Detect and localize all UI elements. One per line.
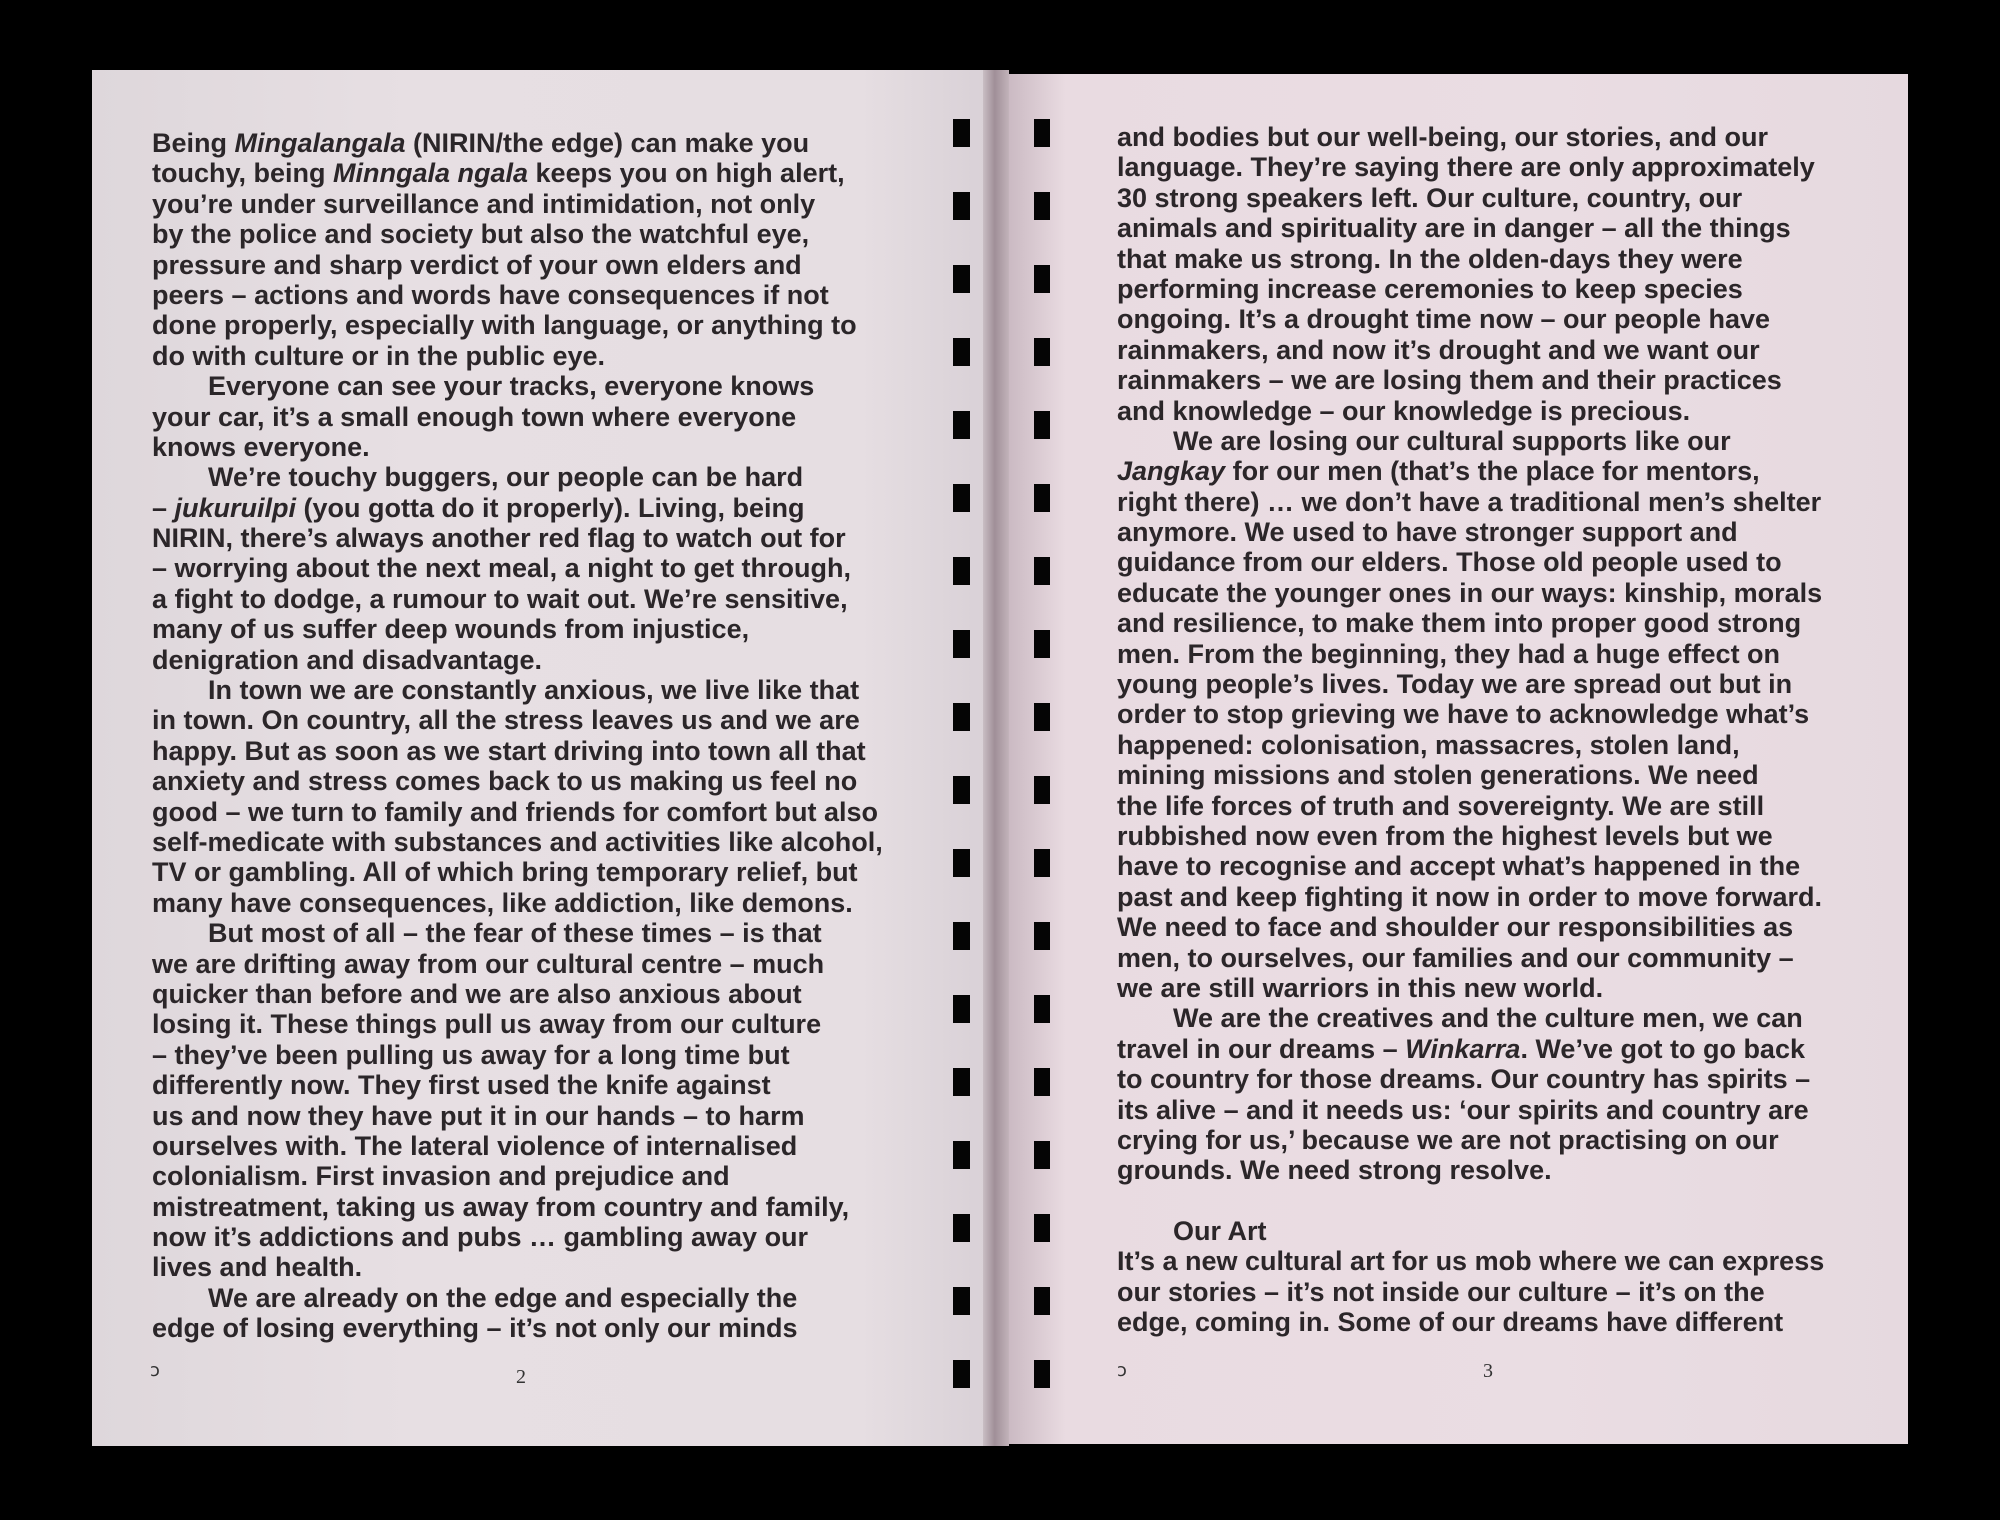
italic-term: Jangkay <box>1117 456 1226 487</box>
binding-hole-left <box>953 265 970 293</box>
text-line <box>1117 244 1877 274</box>
text-run: now it’s addictions and pubs … gambling away our <box>152 1222 809 1253</box>
text-run: do with culture or in the public eye. <box>152 340 606 371</box>
text-run: grounds. We need strong resolve. <box>1117 1155 1552 1186</box>
binding-hole-right <box>1034 557 1050 585</box>
text-line <box>152 219 912 249</box>
binding-hole-right <box>1034 1068 1050 1096</box>
text-run: – <box>152 492 175 523</box>
text-run: happy. But as soon as we start driving into town all that <box>152 735 866 766</box>
text-run: performing increase ceremonies to keep species <box>1117 273 1743 304</box>
text-run: by the police and society but also the watchful eye, <box>152 219 810 250</box>
text-run: But most of all – the fear of these times – is that <box>208 918 822 949</box>
text-run: happened: colonisation, massacres, stolen land, <box>1117 729 1740 760</box>
text-line <box>1117 122 1877 152</box>
text-line <box>1117 1277 1877 1307</box>
text-run: animals and spirituality are in danger – all the things <box>1117 213 1791 244</box>
text-line <box>152 432 912 462</box>
text-run: quicker than before and we are also anxious about <box>152 978 802 1009</box>
text-run: and resilience, to make them into proper good strong <box>1117 608 1802 639</box>
text-run: edge of losing everything – it’s not only our minds <box>152 1313 798 1344</box>
binding-hole-right <box>1034 776 1050 804</box>
text-run: rainmakers – we are losing them and their practices <box>1117 365 1782 396</box>
text-run: to country for those dreams. Our country has spirits – <box>1117 1064 1811 1095</box>
binding-hole-left <box>953 849 970 877</box>
text-run: order to stop grieving we have to acknowledge what’s <box>1117 699 1810 730</box>
binding-hole-right <box>1034 1214 1050 1242</box>
binding-hole-right <box>1034 265 1050 293</box>
book-spine <box>983 70 1009 1446</box>
text-run: right there) … we don’t have a traditional men’s shelter <box>1117 486 1822 517</box>
text-line <box>152 1252 912 1282</box>
text-line <box>152 1040 912 1070</box>
text-run: young people’s lives. Today we are spread out but in <box>1117 669 1793 700</box>
text-run: a fight to dodge, a rumour to wait out. We’re sensitive, <box>152 583 848 614</box>
right-page-text <box>1117 122 1877 1338</box>
text-line <box>1117 1155 1877 1185</box>
text-line <box>1117 791 1877 821</box>
text-line <box>152 888 912 918</box>
italic-term: Minngala ngala <box>333 158 529 189</box>
binding-hole-left <box>953 119 970 147</box>
text-line <box>1117 912 1877 942</box>
text-line <box>152 766 912 796</box>
text-line <box>1117 1246 1877 1276</box>
text-line <box>152 158 912 188</box>
text-run: travel in our dreams – <box>1117 1033 1406 1064</box>
text-line <box>152 523 912 553</box>
text-run: knows everyone. <box>152 431 370 462</box>
text-run: colonialism. First invasion and prejudice and <box>152 1161 730 1192</box>
text-run: pressure and sharp verdict of your own elders and <box>152 249 802 280</box>
text-run: lives and health. <box>152 1252 363 1283</box>
text-line <box>1117 821 1877 851</box>
text-run: our stories – it’s not inside our culture – it’s on the <box>1117 1276 1765 1307</box>
left-page-number: 2 <box>516 1366 526 1388</box>
text-run: for our men (that’s the place for mentors, <box>1225 456 1760 487</box>
text-line <box>1117 365 1877 395</box>
text-run: and knowledge – our knowledge is precious. <box>1117 395 1691 426</box>
text-line <box>1117 943 1877 973</box>
text-line <box>152 584 912 614</box>
text-run: done properly, especially with language, or anything to <box>152 310 857 341</box>
text-run: its alive – and it needs us: ‘our spirits and country are <box>1117 1094 1809 1125</box>
text-line <box>1117 426 1877 456</box>
text-line <box>152 189 912 219</box>
binding-hole-right <box>1034 484 1050 512</box>
text-line <box>152 553 912 583</box>
text-line <box>152 1283 912 1313</box>
binding-hole-left <box>953 192 970 220</box>
right-corner-mark: ↄ <box>1117 1360 1127 1381</box>
text-line <box>1117 699 1877 729</box>
text-line <box>1117 973 1877 1003</box>
binding-hole-left <box>953 1287 970 1315</box>
binding-hole-right <box>1034 1287 1050 1315</box>
binding-hole-left <box>953 703 970 731</box>
text-run: past and keep fighting it now in order to move forward. <box>1117 881 1823 912</box>
text-line <box>152 645 912 675</box>
text-line <box>152 371 912 401</box>
text-run: anxiety and stress comes back to us making us feel no <box>152 766 858 797</box>
text-run: many of us suffer deep wounds from injustice, <box>152 614 750 645</box>
binding-hole-right <box>1034 995 1050 1023</box>
text-run: us and now they have put it in our hands – to harm <box>152 1100 805 1131</box>
text-line <box>1117 1003 1877 1033</box>
text-line <box>152 949 912 979</box>
text-line <box>152 736 912 766</box>
text-run: 30 strong speakers left. Our culture, country, our <box>1117 182 1743 213</box>
text-run: ourselves with. The lateral violence of internalised <box>152 1130 798 1161</box>
text-run: men. From the beginning, they had a huge effect on <box>1117 638 1781 669</box>
text-line <box>152 493 912 523</box>
text-line <box>152 1101 912 1131</box>
binding-hole-right <box>1034 922 1050 950</box>
text-run: men, to ourselves, our families and our community – <box>1117 942 1794 973</box>
text-run: We are already on the edge and especially the <box>208 1282 798 1313</box>
text-line <box>152 1131 912 1161</box>
italic-term: jukuruilpi <box>174 492 297 523</box>
binding-hole-right <box>1034 338 1050 366</box>
binding-hole-right <box>1034 1360 1050 1388</box>
text-run: the life forces of truth and sovereignty. We are still <box>1117 790 1765 821</box>
binding-hole-left <box>953 1214 970 1242</box>
binding-hole-right <box>1034 192 1050 220</box>
text-run: We are losing our cultural supports like our <box>1173 425 1731 456</box>
text-run: – they’ve been pulling us away for a long time but <box>152 1039 790 1070</box>
text-line <box>152 1161 912 1191</box>
text-run: mining missions and stolen generations. We need <box>1117 760 1759 791</box>
text-line <box>1117 183 1877 213</box>
binding-hole-right <box>1034 703 1050 731</box>
binding-hole-left <box>953 630 970 658</box>
text-run: crying for us,’ because we are not practising on our <box>1117 1124 1779 1155</box>
text-line <box>1117 760 1877 790</box>
italic-term: Mingalangala <box>234 128 406 158</box>
text-line <box>152 918 912 948</box>
text-run: language. They’re saying there are only approximately <box>1117 152 1815 183</box>
binding-hole-right <box>1034 1141 1050 1169</box>
text-line <box>1117 1095 1877 1125</box>
binding-hole-right <box>1034 119 1050 147</box>
left-corner-mark: ↄ <box>150 1360 160 1381</box>
binding-hole-left <box>953 995 970 1023</box>
text-run: losing it. These things pull us away from our culture <box>152 1009 822 1040</box>
text-run: we are still warriors in this new world. <box>1117 972 1604 1003</box>
text-line <box>1117 304 1877 334</box>
binding-hole-left <box>953 1360 970 1388</box>
italic-term: Winkarra <box>1405 1033 1521 1064</box>
text-run: self-medicate with substances and activities like alcohol, <box>152 826 883 857</box>
text-run: differently now. They first used the knife against <box>152 1070 771 1101</box>
text-line <box>152 1222 912 1252</box>
text-run: ongoing. It’s a drought time now – our people have <box>1117 304 1771 335</box>
text-line <box>1117 547 1877 577</box>
text-run: in town. On country, all the stress leaves us and we are <box>152 705 860 736</box>
text-run: . We’ve got to go back <box>1520 1033 1805 1064</box>
binding-hole-left <box>953 411 970 439</box>
text-line <box>152 705 912 735</box>
text-line <box>1117 517 1877 547</box>
text-line <box>1117 578 1877 608</box>
text-run: We are the creatives and the culture men, we can <box>1173 1003 1803 1034</box>
text-line <box>152 341 912 371</box>
text-line <box>152 827 912 857</box>
binding-hole-left <box>953 1068 970 1096</box>
text-run: good – we turn to family and friends for comfort but also <box>152 796 879 827</box>
text-line <box>1117 639 1877 669</box>
text-line <box>152 979 912 1009</box>
text-line <box>1117 335 1877 365</box>
text-line <box>1117 669 1877 699</box>
text-line <box>1117 1216 1877 1246</box>
text-run: mistreatment, taking us away from country and family, <box>152 1191 850 1222</box>
binding-hole-right <box>1034 411 1050 439</box>
text-run: you’re under surveillance and intimidation, not only <box>152 188 816 219</box>
text-run: We need to face and shoulder our responsibilities as <box>1117 912 1794 943</box>
text-line <box>1117 1186 1877 1216</box>
right-page-number: 3 <box>1483 1360 1493 1382</box>
text-line <box>152 1313 912 1343</box>
text-run: – worrying about the next meal, a night to get through, <box>152 553 852 584</box>
text-run: your car, it’s a small enough town where everyone <box>152 401 797 432</box>
text-line <box>152 402 912 432</box>
text-run: that make us strong. In the olden-days they were <box>1117 243 1743 274</box>
text-line <box>152 614 912 644</box>
text-line <box>1117 456 1877 486</box>
text-line <box>1117 1064 1877 1094</box>
text-line <box>1117 882 1877 912</box>
text-run: (you gotta do it properly). Living, being <box>296 492 805 523</box>
text-line <box>152 1192 912 1222</box>
text-line <box>1117 487 1877 517</box>
text-line <box>152 462 912 492</box>
text-line <box>1117 730 1877 760</box>
text-run: many have consequences, like addiction, like demons. <box>152 887 853 918</box>
text-line <box>152 280 912 310</box>
text-run: rubbished now even from the highest levels but we <box>1117 820 1773 851</box>
text-line <box>152 250 912 280</box>
left-page-text <box>152 128 912 1344</box>
text-line <box>152 797 912 827</box>
text-run: peers – actions and words have consequences if not <box>152 279 829 310</box>
text-run: we are drifting away from our cultural centre – much <box>152 948 825 979</box>
text-line <box>152 675 912 705</box>
binding-hole-right <box>1034 849 1050 877</box>
text-line <box>1117 851 1877 881</box>
text-run: rainmakers, and now it’s drought and we want our <box>1117 334 1760 365</box>
binding-hole-left <box>953 557 970 585</box>
text-line <box>1117 1034 1877 1064</box>
text-run: Being <box>152 128 235 158</box>
binding-hole-left <box>953 776 970 804</box>
text-run: educate the younger ones in our ways: kinship, morals <box>1117 577 1823 608</box>
text-line <box>1117 396 1877 426</box>
text-line <box>152 1070 912 1100</box>
text-run: anymore. We used to have stronger support and <box>1117 517 1738 548</box>
text-run: touchy, being <box>152 158 333 189</box>
text-run: keeps you on high alert, <box>528 158 845 189</box>
binding-hole-left <box>953 338 970 366</box>
text-line <box>152 310 912 340</box>
text-run: edge, coming in. Some of our dreams have different <box>1117 1307 1784 1338</box>
text-run: Our Art <box>1173 1216 1267 1247</box>
text-run: Everyone can see your tracks, everyone knows <box>208 371 815 402</box>
text-run: It’s a new cultural art for us mob where we can express <box>1117 1246 1825 1277</box>
text-run: have to recognise and accept what’s happened in the <box>1117 851 1801 882</box>
text-line <box>1117 1307 1877 1337</box>
binding-hole-left <box>953 1141 970 1169</box>
text-run: (NIRIN/the edge) can make you <box>405 128 810 158</box>
text-run: guidance from our elders. Those old people used to <box>1117 547 1782 578</box>
text-run: denigration and disadvantage. <box>152 644 543 675</box>
text-run: and bodies but our well-being, our stories, and our <box>1117 122 1769 152</box>
text-run: In town we are constantly anxious, we live like that <box>208 675 860 706</box>
text-line <box>152 857 912 887</box>
text-line <box>1117 274 1877 304</box>
binding-hole-left <box>953 484 970 512</box>
text-line <box>152 1009 912 1039</box>
text-run: NIRIN, there’s always another red flag to watch out for <box>152 523 846 554</box>
text-line <box>1117 213 1877 243</box>
binding-hole-right <box>1034 630 1050 658</box>
text-run: TV or gambling. All of which bring temporary relief, but <box>152 857 858 888</box>
binding-hole-left <box>953 922 970 950</box>
text-line <box>152 128 912 158</box>
text-line <box>1117 152 1877 182</box>
text-run: We’re touchy buggers, our people can be hard <box>208 462 804 493</box>
text-line <box>1117 1125 1877 1155</box>
text-line <box>1117 608 1877 638</box>
